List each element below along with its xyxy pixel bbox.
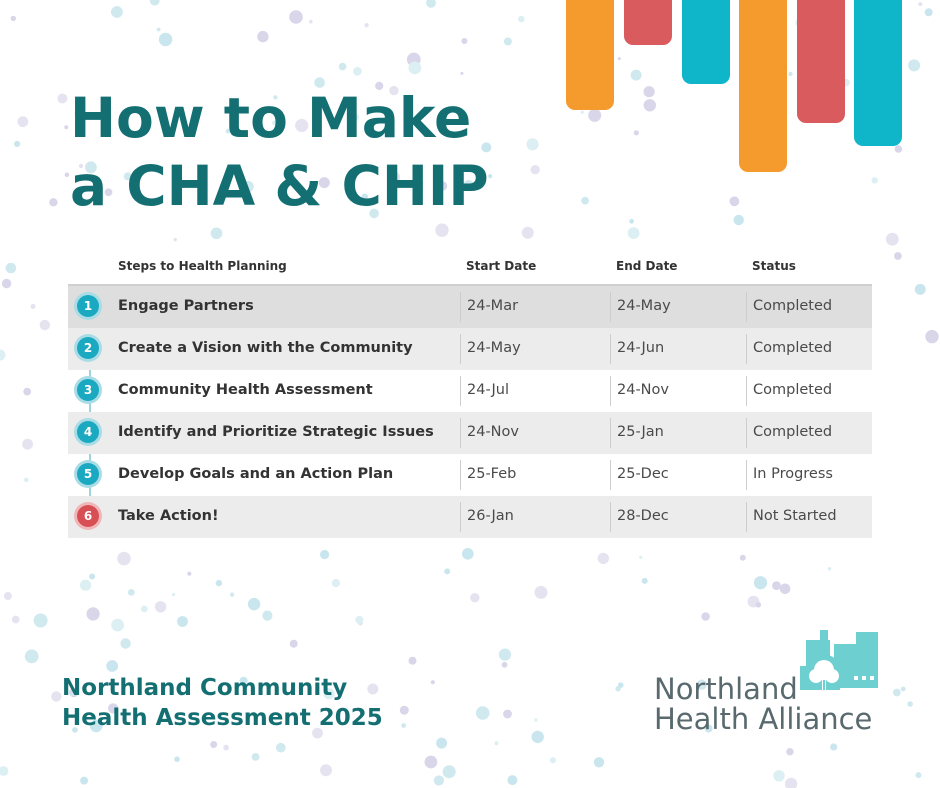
page-title [70,84,489,220]
report-title [62,673,383,733]
teal-bar-right [854,0,902,146]
background-dot [642,578,648,584]
end-date: 28-Dec [617,508,669,524]
header-status: Status [752,259,796,273]
column-divider [610,334,611,364]
column-divider [460,460,461,490]
step-name: Community Health Assessment [118,382,373,398]
background-dot [872,177,878,183]
background-dot [444,568,450,574]
background-dot [89,574,95,580]
background-dot [644,86,655,97]
header-start-date: Start Date [466,259,537,273]
background-dot [754,576,767,589]
column-divider [746,376,747,406]
column-divider [746,418,747,448]
start-date: 24-Nov [467,424,519,440]
end-date: 24-Nov [617,382,669,398]
status: Completed [753,298,833,314]
table-row [68,454,872,496]
status: In Progress [753,466,833,482]
background-dot [426,0,436,8]
background-dot [730,196,740,206]
background-dot [51,691,61,701]
background-dot [187,572,191,576]
background-dot [320,764,332,776]
background-dot [532,731,544,743]
background-dot [435,224,448,237]
header-end-date: End Date [616,259,678,273]
background-dot [262,611,272,621]
background-dot [507,775,517,785]
background-dot [0,766,8,776]
start-date: 24-Jul [467,382,509,398]
background-dot [106,660,118,672]
background-dot [14,141,20,147]
background-dot [631,70,642,81]
red-bar-left [624,0,672,45]
background-dot [80,580,91,591]
background-dot [908,59,920,71]
background-dot [34,614,48,628]
background-dot [257,31,268,42]
orange-bar-right [739,0,787,172]
background-dot [460,72,463,75]
background-dot [773,770,784,781]
title-line-1: How to Make [70,86,472,150]
table-row [68,328,872,370]
background-dot [772,581,781,590]
background-dot [916,772,922,778]
background-dot [526,138,538,150]
step-name: Identify and Prioritize Strategic Issues [118,424,434,440]
end-date: 24-May [617,298,671,314]
status: Completed [753,424,833,440]
column-divider [746,460,747,490]
background-dot [65,173,70,178]
start-date: 26-Jan [467,508,514,524]
background-dot [25,650,39,664]
background-dot [40,320,50,330]
logo-line-1: Northland [654,672,798,706]
background-dot [522,227,534,239]
background-dot [893,689,901,697]
step-number-badge: 4 [77,421,99,443]
background-dot [581,197,589,205]
background-dot [488,174,492,178]
background-dot [535,586,548,599]
background-dot [353,67,362,76]
column-divider [610,376,611,406]
column-divider [610,502,611,532]
status: Completed [753,340,833,356]
background-dot [434,775,444,785]
background-dot [172,593,175,596]
background-dot [128,589,135,596]
background-dot [80,777,88,785]
end-date: 25-Jan [617,424,664,440]
background-dot [23,388,31,396]
background-dot [894,252,902,260]
background-dot [223,745,229,751]
background-dot [111,619,124,632]
background-dot [2,279,11,288]
background-dot [11,16,16,21]
background-dot [504,38,512,46]
status: Completed [753,382,833,398]
background-dot [918,2,922,6]
background-dot [618,57,621,60]
background-dot [462,548,474,560]
background-dot [502,662,508,668]
table-row [68,412,872,454]
background-dot [925,330,938,343]
background-dot [0,350,6,361]
orange-bar-left [566,0,614,110]
background-dot [177,616,188,627]
column-divider [746,334,747,364]
background-dot [339,63,347,71]
background-dot [31,304,36,309]
background-dot [503,710,512,719]
background-dot [24,478,29,483]
background-dot [494,741,498,745]
step-number-badge: 3 [77,379,99,401]
background-dot [499,649,511,661]
background-dot [639,556,642,559]
background-dot [309,20,313,24]
report-title-line-2: Health Assessment 2025 [62,705,383,731]
background-dot [18,116,29,127]
table-row [68,286,872,328]
step-name: Engage Partners [118,298,254,314]
background-dot [550,757,556,763]
background-dot [155,601,166,612]
table-row [68,496,872,538]
step-number-badge: 5 [77,463,99,485]
step-number-badge: 1 [77,295,99,317]
background-dot [461,38,467,44]
background-dot [915,284,926,295]
background-dot [174,238,177,241]
background-dot [476,706,490,720]
background-dot [4,592,12,600]
background-dot [431,680,435,684]
background-dot [895,145,903,153]
table-header [68,248,872,286]
background-dot [740,555,746,561]
background-dot [788,72,792,76]
background-dot [49,198,57,206]
background-dot [64,125,68,129]
header-steps: Steps to Health Planning [118,259,287,273]
background-dot [210,741,217,748]
background-dot [907,701,913,707]
background-dot [925,8,933,16]
background-dot [644,99,656,111]
step-number-badge: 6 [77,505,99,527]
background-dot [111,6,123,18]
step-name: Take Action! [118,508,219,524]
background-dot [276,743,286,753]
column-divider [746,502,747,532]
background-dot [150,0,160,6]
background-dot [598,553,609,564]
background-dot [117,552,131,566]
background-dot [594,757,604,767]
background-dot [443,765,456,778]
background-dot [57,94,67,104]
background-dot [886,233,899,246]
logo-wordmark [654,674,872,734]
background-dot [364,23,368,27]
background-dot [174,756,180,762]
background-dot [425,756,438,769]
background-dot [534,718,537,721]
title-line-2: a CHA & CHIP [70,154,489,218]
column-divider [460,418,461,448]
step-name: Create a Vision with the Community [118,340,413,356]
column-divider [460,292,461,322]
background-dot [436,738,447,749]
logo-line-2: Health Alliance [654,702,873,736]
background-dot [409,657,417,665]
background-dot [141,606,148,613]
background-dot [355,616,363,624]
background-dot [211,228,223,240]
background-dot [629,219,634,224]
background-dot [701,612,710,621]
start-date: 25-Feb [467,466,517,482]
background-dot [252,753,260,761]
background-dot [22,439,33,450]
column-divider [610,292,611,322]
start-date: 24-Mar [467,298,519,314]
background-dot [120,638,130,648]
background-dot [531,165,540,174]
column-divider [460,502,461,532]
column-divider [610,460,611,490]
status: Not Started [753,508,837,524]
background-dot [6,263,17,274]
background-dot [901,687,906,692]
background-dot [289,10,303,24]
red-bar-right [797,0,845,123]
end-date: 24-Jun [617,340,665,356]
background-dot [401,723,406,728]
column-divider [460,334,461,364]
background-dot [157,28,161,32]
background-dot [828,567,832,571]
background-dot [756,602,762,608]
report-title-line-1: Northland Community [62,675,348,701]
background-dot [734,215,744,225]
background-dot [216,580,222,586]
background-dot [87,607,100,620]
background-dot [248,598,260,610]
column-divider [610,418,611,448]
column-divider [746,292,747,322]
background-dot [786,748,793,755]
background-dot [320,550,329,559]
step-number-badge: 2 [77,337,99,359]
background-dot [628,227,640,239]
health-planning-table [68,248,872,538]
background-dot [230,593,234,597]
background-dot [518,16,525,23]
background-dot [470,593,479,602]
background-dot [615,686,620,691]
start-date: 24-May [467,340,521,356]
background-dot [785,778,797,788]
column-divider [460,376,461,406]
end-date: 25-Dec [617,466,669,482]
step-name: Develop Goals and an Action Plan [118,466,394,482]
background-dot [12,616,20,624]
background-dot [159,33,172,46]
background-dot [634,130,639,135]
background-dot [400,706,409,715]
background-dot [290,640,298,648]
background-dot [780,584,791,595]
background-dot [408,62,421,75]
background-dot [581,111,584,114]
table-row [68,370,872,412]
background-dot [332,579,340,587]
teal-bar-left [682,0,730,84]
background-dot [588,109,601,122]
